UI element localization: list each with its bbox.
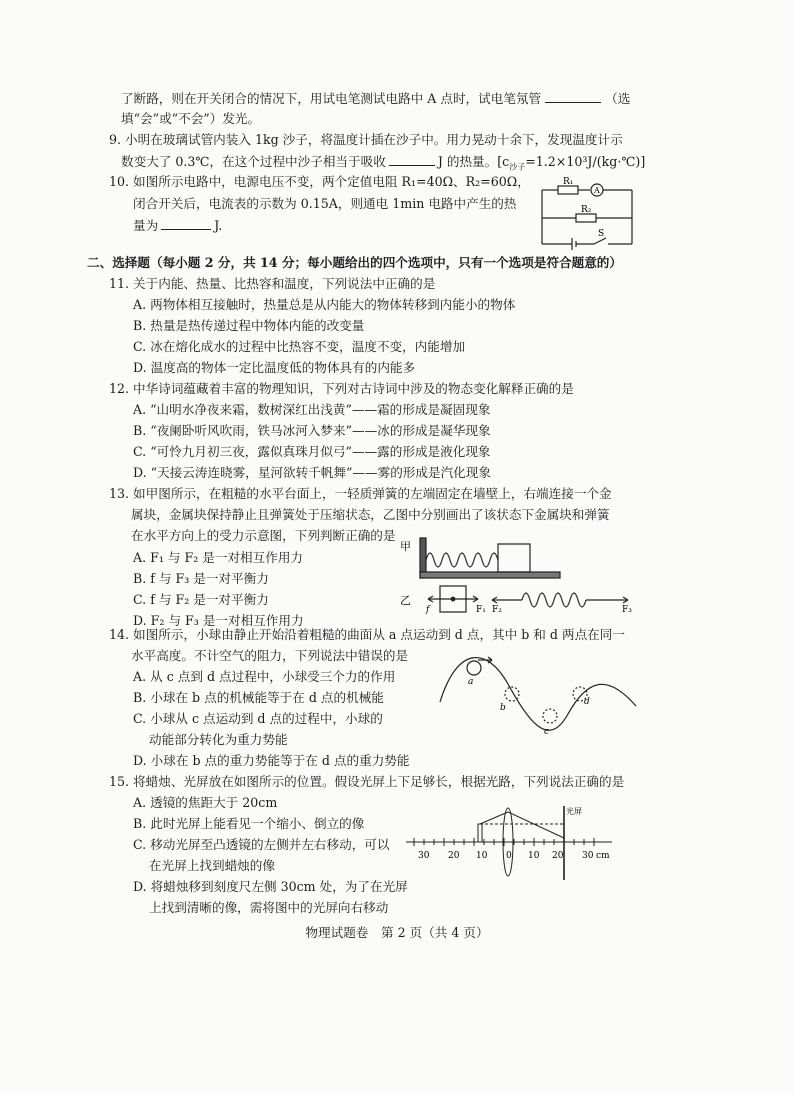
label-F2: F₂: [492, 605, 502, 615]
q10-text: 量为: [133, 218, 159, 233]
ball-at-b: [505, 687, 519, 701]
q11-stem: 11. 关于内能、热量、比热容和温度，下列说法中正确的是: [109, 276, 436, 291]
tick-0: 0: [506, 851, 512, 861]
point-b-label: b: [500, 703, 506, 713]
q9-sub: 沙子: [509, 162, 526, 172]
q13-stem-line2: 属块，金属块保持静止且弹簧处于压缩状态，乙图中分别画出了该状态下金属块和弹簧: [131, 507, 610, 522]
switch-label: S: [598, 229, 605, 239]
q9-line1: 9. 小明在玻璃试管内装入 1kg 沙子，将温度计插在沙子中。用力晃动十余下，发现温度计示: [109, 132, 623, 147]
label-F3: F₃: [622, 605, 632, 615]
q8-text-line: [121, 90, 630, 107]
resistor-r2: [576, 214, 596, 222]
ball-at-a: [467, 661, 481, 675]
q12-option-d[interactable]: D. “天接云涛连晓雾，星河欲转千帆舞”——雾的形成是汽化现象: [133, 465, 491, 480]
q10-line1: 10. 如图所示电路中，电源电压不变，两个定值电阻 R₁=40Ω、R₂=60Ω，: [109, 174, 530, 189]
q15-option-d-line2[interactable]: 上找到清晰的像，需将图中的光屏向右移动: [149, 900, 389, 915]
unit-cm: cm: [596, 851, 610, 861]
q12-option-b[interactable]: B. “夜阑卧听风吹雨，铁马冰河入梦来”——冰的形成是凝华现象: [133, 423, 491, 438]
q10-text-end: J.: [214, 218, 223, 233]
q15-stem: 15. 将蜡烛、光屏放在如图所示的位置。假设光屏上下足够长，根据光路，下列说法正确的是: [109, 774, 625, 789]
q14-stem-line2: 水平高度。不计空气的阻力，下列说法中错误的是: [131, 648, 409, 663]
tick-10-left: 10: [476, 851, 488, 861]
tick-20-right: 20: [552, 851, 564, 861]
q14-stem-line1: 14. 如图所示，小球由静止开始沿着粗糙的曲面从 a 点运动到 d 点，其中 b 和 d 两点在同一: [109, 627, 625, 642]
q15-option-d-line1[interactable]: D. 将蜡烛移到刻度尺左侧 30cm 处，为了在光屏: [133, 879, 408, 894]
q11-option-c[interactable]: C. 冰在熔化成水的过程中比热容不变，温度不变，内能增加: [133, 339, 466, 354]
resistor-r1: [558, 186, 578, 194]
q13-option-c[interactable]: C. f 与 F₂ 是一对平衡力: [133, 592, 269, 607]
r2-label: R₂: [581, 205, 592, 215]
circuit-diagram: [536, 176, 640, 250]
q13-stem-line1: 13. 如甲图所示，在粗糙的水平台面上，一轻质弹簧的左端固定在墙壁上，右端连接一个金: [109, 486, 612, 501]
point-a-label: a: [468, 677, 474, 687]
tick-20-left: 20: [448, 851, 460, 861]
tick-30-left: 30: [418, 851, 430, 861]
q15-option-b[interactable]: B. 此时光屏上能看见一个缩小、倒立的像: [133, 816, 365, 831]
q15-option-c-line2[interactable]: 在光屏上找到蜡烛的像: [149, 858, 275, 873]
section-2-heading: 二、选择题（每小题 2 分，共 14 分；每小题给出的四个选项中，只有一个选项是符合题意的）: [87, 255, 622, 270]
q10-line2: 闭合开关后，电流表的示数为 0.15A，则通电 1min 电路中产生的热: [133, 196, 517, 211]
q9-line2: [121, 153, 645, 176]
q8-tail-end: （选: [605, 91, 631, 106]
point-d-label: d: [584, 697, 590, 707]
q13-stem-line3: 在水平方向上的受力示意图，下列判断正确的是: [131, 528, 396, 543]
ammeter-label: A: [594, 186, 600, 195]
q9-text-end: J 的热量。[c: [437, 154, 510, 169]
q8-tail: 了断路，则在开关闭合的情况下，用试电笔测试电路中 A 点时，试电笔氖管: [121, 91, 542, 106]
table-surface: [420, 572, 560, 578]
label-yi: 乙: [400, 594, 411, 607]
q9-answer-blank[interactable]: [389, 153, 435, 166]
q14-option-d[interactable]: D. 小球在 b 点的重力势能等于在 d 点的重力势能: [133, 753, 410, 768]
ball-at-c: [543, 709, 557, 723]
q14-option-c-line2[interactable]: 动能部分转化为重力势能: [149, 732, 288, 747]
r1-label: R₁: [563, 177, 574, 187]
candle: [478, 824, 482, 842]
metal-block: [498, 544, 530, 572]
q9-text: 数变大了 0.3℃，在这个过程中沙子相当于吸收: [121, 154, 386, 169]
point-c-label: c: [544, 727, 550, 737]
q14-option-b[interactable]: B. 小球在 b 点的机械能等于在 d 点的机械能: [133, 690, 384, 705]
q12-option-a[interactable]: A. “山明水净夜来霜，数树深红出浅黄”——霜的形成是凝固现象: [133, 402, 491, 417]
q15-option-a[interactable]: A. 透镜的焦距大于 20cm: [133, 795, 278, 810]
tick-30-right: 30: [582, 851, 594, 861]
q8-tail-line2: 填“会”或“不会”）发光。: [121, 111, 261, 126]
page-footer: 物理试题卷 第 2 页（共 4 页）: [305, 925, 489, 940]
q12-stem: 12. 中华诗词蕴藏着丰富的物理知识，下列对古诗词中涉及的物态变化解释正确的是: [109, 381, 574, 396]
q11-option-d[interactable]: D. 温度高的物体一定比温度低的物体具有的内能多: [133, 360, 416, 375]
spring-jia: [426, 553, 498, 567]
q13-option-a[interactable]: A. F₁ 与 F₂ 是一对相互作用力: [133, 550, 304, 565]
spring-yi: [522, 593, 586, 607]
label-F1: F₁: [476, 605, 486, 615]
screen-label: 光屏: [566, 807, 582, 816]
label-jia: 甲: [400, 540, 411, 553]
label-f: f: [426, 605, 430, 615]
curved-track: [440, 658, 636, 731]
q10-line3: [133, 217, 222, 234]
q12-option-c[interactable]: C. “可怜九月初三夜，露似真珠月似弓”——露的形成是液化现象: [133, 444, 491, 459]
spring-force-diagram: [396, 532, 638, 622]
q13-option-b[interactable]: B. f 与 F₃ 是一对平衡力: [133, 571, 269, 586]
q14-option-c-line1[interactable]: C. 小球从 c 点运动到 d 点的过程中，小球的: [133, 711, 383, 726]
q13-option-d[interactable]: D. F₂ 与 F₃ 是一对相互作用力: [133, 613, 304, 628]
tick-10-right: 10: [528, 851, 540, 861]
q11-option-a[interactable]: A. 两物体相互接触时，热量总是从内能大的物体转移到内能小的物体: [133, 297, 516, 312]
q14-option-a[interactable]: A. 从 c 点到 d 点过程中，小球受三个力的作用: [133, 669, 396, 684]
q10-answer-blank[interactable]: [161, 217, 211, 230]
q8-answer-blank[interactable]: [545, 90, 601, 103]
lens-optics-diagram: [404, 802, 616, 884]
q11-option-b[interactable]: B. 热量是热传递过程中物体内能的改变量: [133, 318, 365, 333]
q15-option-c-line1[interactable]: C. 移动光屏至凸透镜的左侧并左右移动，可以: [133, 837, 390, 852]
curved-track-diagram: [438, 654, 638, 738]
q9-text-end2: =1.2×10³J/(kg·℃)]: [525, 154, 646, 169]
